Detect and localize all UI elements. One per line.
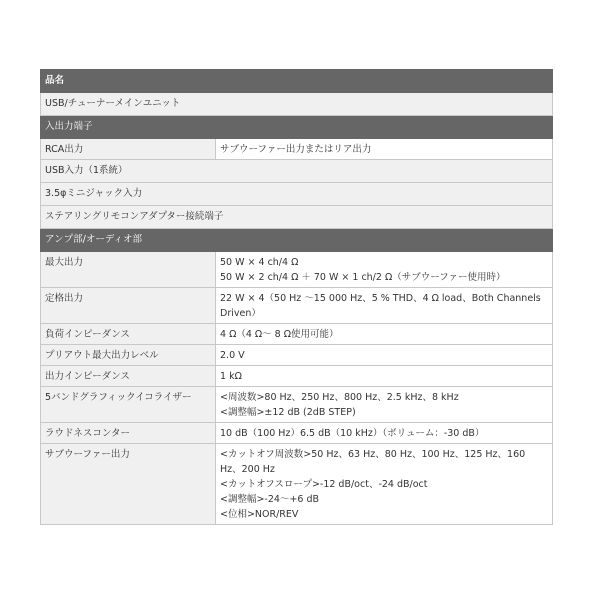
spec-value: [216, 252, 553, 288]
spec-row: [41, 139, 553, 160]
spec-value-line: <カットオフスロープ>-12 dB/oct、-24 dB/oct: [220, 479, 428, 490]
spec-table-body: [41, 70, 553, 525]
spec-value-line: <調整幅>±12 dB (2dB STEP): [220, 407, 356, 418]
spec-value: [216, 444, 553, 525]
spec-value: [216, 345, 553, 366]
section-header: 品名: [41, 70, 553, 93]
spec-label: 最大出力: [41, 252, 216, 288]
spec-row: [41, 324, 553, 345]
spec-row: [41, 345, 553, 366]
spec-label: 5バンドグラフィックイコライザー: [41, 387, 216, 423]
spec-row: [41, 423, 553, 444]
spec-value-line: <調整幅>-24～+6 dB: [220, 494, 320, 505]
spec-label: 出力インピーダンス: [41, 366, 216, 387]
spec-value-line: <カットオフ周波数>50 Hz、63 Hz、80 Hz、100 Hz、125 Hz、160 Hz、200 Hz: [220, 449, 526, 475]
spec-value: [216, 366, 553, 387]
spec-item: 3.5φミニジャック入力: [41, 183, 553, 206]
spec-row: [41, 366, 553, 387]
spec-value-line: 50 W × 4 ch/4 Ω: [220, 257, 299, 268]
spec-value-line: 22 W × 4（50 Hz ～15 000 Hz、5 % THD、4 Ω load、Both Channels Driven）: [220, 293, 541, 319]
spec-row: [41, 288, 553, 324]
section-header: 入出力端子: [41, 116, 553, 139]
spec-row: [41, 444, 553, 525]
spec-label: サブウーファー出力: [41, 444, 216, 525]
spec-item-row: [41, 160, 553, 183]
spec-label: 定格出力: [41, 288, 216, 324]
spec-label: プリアウト最大出力レベル: [41, 345, 216, 366]
spec-label: 負荷インピーダンス: [41, 324, 216, 345]
spec-label: ラウドネスコンター: [41, 423, 216, 444]
spec-value: [216, 324, 553, 345]
section-header-row: [41, 116, 553, 139]
section-header: アンプ部/オーディオ部: [41, 229, 553, 252]
spec-value-line: 10 dB（100 Hz）6.5 dB（10 kHz）（ボリューム：-30 dB）: [220, 428, 485, 439]
spec-item-row: [41, 93, 553, 116]
section-header-row: [41, 70, 553, 93]
spec-table: [40, 69, 553, 525]
spec-value-line: <位相>NOR/REV: [220, 509, 299, 520]
spec-item-row: [41, 183, 553, 206]
spec-value: [216, 139, 553, 160]
spec-item: USB/チューナーメインユニット: [41, 93, 553, 116]
spec-row: [41, 252, 553, 288]
spec-label: RCA出力: [41, 139, 216, 160]
spec-item-row: [41, 206, 553, 229]
spec-row: [41, 387, 553, 423]
spec-value: [216, 423, 553, 444]
spec-value-line: 1 kΩ: [220, 371, 242, 382]
spec-item: ステアリングリモコンアダプター接続端子: [41, 206, 553, 229]
spec-value: [216, 387, 553, 423]
spec-item: USB入力（1系統）: [41, 160, 553, 183]
spec-value-line: <周波数>80 Hz、250 Hz、800 Hz、2.5 kHz、8 kHz: [220, 392, 459, 403]
spec-value-line: 4 Ω（4 Ω～ 8 Ω使用可能）: [220, 329, 339, 340]
spec-value-line: 2.0 V: [220, 350, 245, 361]
section-header-row: [41, 229, 553, 252]
spec-value: [216, 288, 553, 324]
spec-value-line: サブウーファー出力またはリア出力: [220, 144, 372, 155]
spec-value-line: 50 W × 2 ch/4 Ω ＋ 70 W × 1 ch/2 Ω（サブウーファー使用時）: [220, 272, 506, 283]
